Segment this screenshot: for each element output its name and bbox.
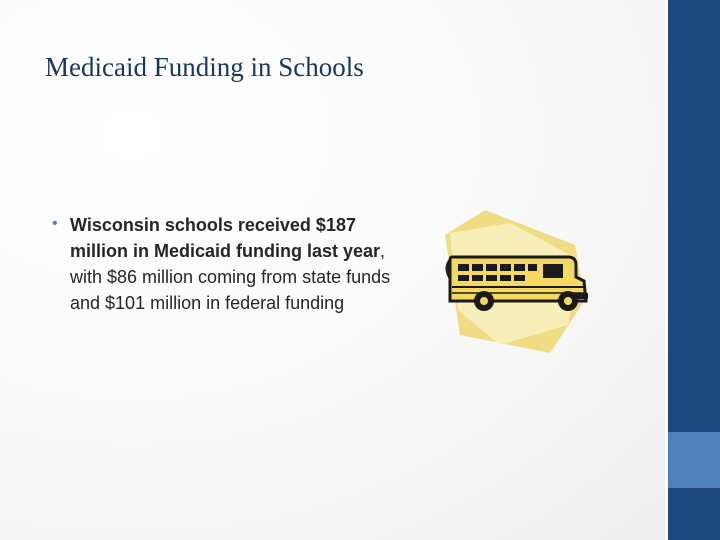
- right-accent-block: [668, 432, 720, 488]
- slide-title: Medicaid Funding in Schools: [45, 52, 364, 82]
- bullet-item: [52, 212, 397, 316]
- school-bus-icon: [440, 205, 600, 360]
- bullet-bold-text: Wisconsin schools received $187 million in Medicaid funding last year: [70, 215, 381, 261]
- bullet-list: [52, 212, 397, 316]
- bullet-normal-text: , with $86 million coming from state funds and $101 million in federal funding: [70, 241, 391, 313]
